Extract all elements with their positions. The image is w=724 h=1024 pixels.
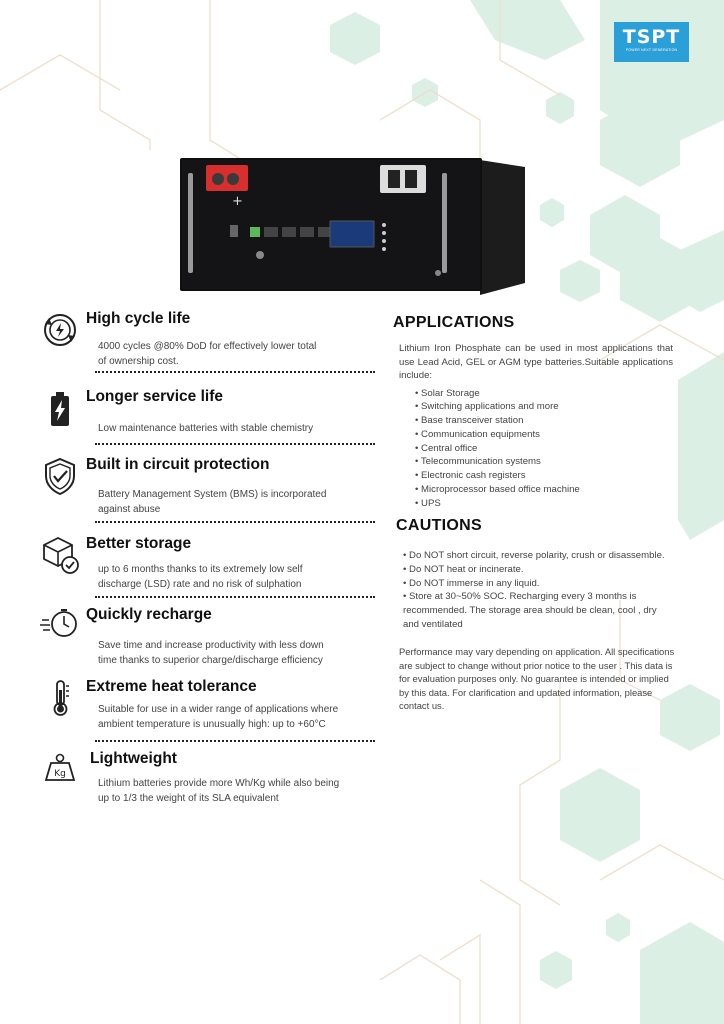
description-line: Save time and increase productivity with less down	[98, 640, 324, 651]
applications-intro: Lithium Iron Phosphate can be used in most applications that use Lead Acid, GEL or AGM type batteries.Suitable applications include:	[399, 343, 673, 381]
feature-title: Quickly recharge	[86, 606, 212, 623]
battery-module-image	[180, 155, 530, 295]
feature-description	[98, 777, 368, 806]
description-line: against abuse	[98, 503, 161, 515]
feature-title: Better storage	[86, 535, 192, 552]
feature-description	[98, 639, 368, 668]
list-item: • Electronic cash registers	[415, 469, 673, 483]
box-check-icon	[40, 535, 80, 575]
description-line: 4000 cycles @80% DoD for effectively lower total	[98, 341, 317, 352]
caution-line: recommended. The storage area should be clean, cool , dry	[403, 605, 657, 617]
dotted-divider	[95, 596, 375, 598]
shield-check-icon	[40, 456, 80, 496]
caution-line: • Do NOT heat or incinerate.	[403, 563, 524, 575]
feature-title: Built in circuit protection	[86, 456, 270, 473]
feature-title: Extreme heat tolerance	[86, 678, 257, 695]
description-line: ambient temperature is unusually high: up to +60°C	[98, 718, 326, 730]
dotted-divider	[95, 740, 375, 742]
feature-description	[98, 422, 368, 437]
disclaimer-text: Performance may vary depending on application. All specifications are subject to change without prior notice to the user . This data is for evaluation purposes only. No guarantee is intended or implied by this data. For clarification and updated information, please contact us.	[399, 646, 675, 711]
cautions-heading: CAUTIONS	[396, 517, 482, 534]
positive-terminal-sign: +	[232, 194, 243, 209]
list-item: • Communication equipments	[415, 428, 673, 442]
feature-description	[98, 563, 368, 592]
description-line: Suitable for use in a wider range of applications where	[98, 704, 339, 715]
feature-quick-recharge	[40, 606, 370, 681]
caution-line: • Do NOT immerse in any liquid.	[403, 577, 540, 589]
description-line: Battery Management System (BMS) is incorporated	[98, 489, 327, 500]
thermometer-icon	[40, 678, 80, 718]
list-item: • UPS	[415, 497, 673, 511]
feature-description	[98, 340, 368, 369]
weight-kg-icon	[40, 750, 80, 790]
description-line: of ownership cost.	[98, 355, 179, 367]
list-item: • Telecommunication systems	[415, 455, 673, 469]
list-item: • Microprocessor based office machine	[415, 483, 673, 497]
brand-logo	[614, 22, 689, 62]
battery-bolt-icon	[40, 388, 80, 428]
cautions-section	[396, 517, 686, 632]
list-item: • Central office	[415, 442, 673, 456]
feature-longer-service-life	[40, 388, 370, 448]
dotted-divider	[95, 521, 375, 523]
description-line: up to 6 months thanks to its extremely low self	[98, 564, 303, 575]
feature-description	[98, 488, 368, 517]
logo-tagline: POWER NEXT GENERATION	[625, 48, 678, 52]
dotted-divider	[95, 443, 375, 445]
description-line: time thanks to superior charge/discharge efficiency	[98, 654, 323, 666]
list-item: • Base transceiver station	[415, 414, 673, 428]
feature-title: High cycle life	[86, 310, 191, 327]
caution-line: • Do NOT short circuit, reverse polarity, crush or disassemble.	[403, 550, 665, 561]
feature-title: Lightweight	[90, 750, 177, 767]
feature-high-cycle-life	[40, 310, 370, 380]
dotted-divider	[95, 371, 375, 373]
caution-line: • Store at 30~50% SOC. Recharging every 3 months is	[403, 591, 637, 603]
logo-text: TSPT	[622, 26, 681, 48]
applications-heading: APPLICATIONS	[393, 314, 515, 331]
applications-list	[415, 387, 673, 511]
description-line: Lithium batteries provide more Wh/Kg while also being	[98, 778, 340, 789]
feature-circuit-protection	[40, 456, 370, 531]
list-item: • Solar Storage	[415, 387, 673, 401]
description-line: Low maintenance batteries with stable chemistry	[98, 423, 314, 434]
feature-heat-tolerance	[40, 678, 370, 748]
weight-label: Kg	[54, 769, 66, 779]
feature-description	[98, 703, 368, 732]
description-line: discharge (LSD) rate and no risk of sulphation	[98, 578, 302, 590]
description-line: up to 1/3 the weight of its SLA equivalent	[98, 792, 279, 804]
cycle-icon	[40, 310, 80, 350]
feature-lightweight	[40, 750, 370, 810]
list-item: • Switching applications and more	[415, 400, 673, 414]
feature-title: Longer service life	[86, 388, 223, 405]
applications-section	[393, 314, 673, 511]
fast-timer-icon	[40, 606, 80, 646]
caution-line: and ventilated	[403, 618, 463, 630]
feature-better-storage	[40, 535, 370, 605]
